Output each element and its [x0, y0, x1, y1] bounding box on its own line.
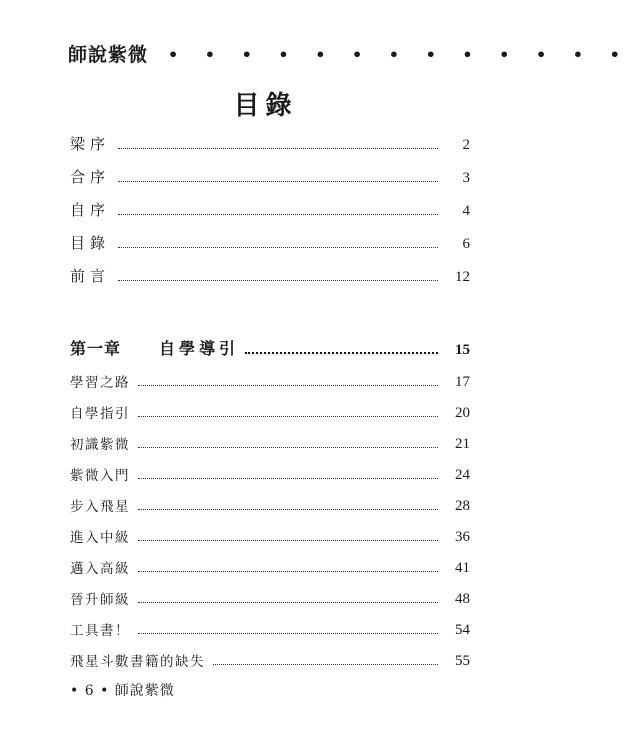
toc-section-label: 初識紫微 [70, 437, 130, 453]
toc-section-8[interactable] [70, 586, 470, 608]
page-footer: • 6 • 師說紫微 [70, 683, 175, 699]
toc-section-page: 24 [455, 467, 470, 483]
toc-entry-label: 合序 [70, 168, 111, 186]
toc-entry-front-1[interactable] [70, 132, 470, 154]
toc-entry-label: 梁序 [70, 135, 111, 153]
toc-entry-label: 自序 [70, 201, 111, 219]
toc-section-label: 學習之路 [70, 375, 130, 391]
toc-section-label: 步入飛星 [70, 499, 130, 515]
dot-leader [138, 633, 438, 634]
toc-section-4[interactable] [70, 462, 470, 484]
toc-entry-page: 3 [462, 170, 470, 186]
running-header-dots: • • • • • • • • • • • • • [168, 45, 630, 64]
toc-section-page: 54 [455, 622, 470, 638]
toc-title: 目錄 [233, 91, 298, 121]
dot-leader [138, 385, 438, 386]
chapter-page: 15 [455, 342, 470, 358]
toc-section-7[interactable] [70, 555, 470, 577]
toc-section-page: 17 [455, 374, 470, 390]
chapter-title: 自學導引 [159, 339, 240, 358]
toc-section-label: 自學指引 [70, 406, 130, 422]
toc-section-label: 邁入高級 [70, 561, 130, 577]
toc-chapter-1[interactable] [70, 337, 470, 359]
toc-section-6[interactable] [70, 524, 470, 546]
toc-entry-front-3[interactable] [70, 198, 470, 220]
toc-section-label: 飛星斗數書籍的缺失 [70, 654, 205, 670]
dot-leader [138, 447, 438, 448]
toc-entry-label: 目錄 [70, 234, 111, 252]
toc-entry-page: 2 [462, 137, 470, 153]
toc-section-page: 55 [455, 653, 470, 669]
toc-section-10[interactable] [70, 648, 470, 670]
dot-leader [138, 602, 438, 603]
toc-section-label: 紫微入門 [70, 468, 130, 484]
toc-section-3[interactable] [70, 431, 470, 453]
toc-section-1[interactable] [70, 369, 470, 391]
toc-entry-page: 12 [455, 269, 470, 285]
toc-section-2[interactable] [70, 400, 470, 422]
toc-section-page: 21 [455, 436, 470, 452]
dot-leader [118, 148, 438, 149]
toc-section-5[interactable] [70, 493, 470, 515]
toc-entry-page: 6 [462, 236, 470, 252]
dot-leader [138, 509, 438, 510]
toc-section-page: 20 [455, 405, 470, 421]
toc-section-page: 28 [455, 498, 470, 514]
dot-leader [245, 352, 438, 354]
dot-leader [138, 540, 438, 541]
dot-leader [118, 181, 438, 182]
toc-section-page: 48 [455, 591, 470, 607]
dot-leader [138, 416, 438, 417]
toc-section-label: 進入中級 [70, 530, 130, 546]
toc-entry-label: 前言 [70, 267, 111, 285]
toc-section-label: 工具書！ [70, 623, 130, 639]
dot-leader [138, 478, 438, 479]
toc-entry-front-2[interactable] [70, 165, 470, 187]
dot-leader [213, 664, 438, 665]
toc-entry-front-5[interactable] [70, 264, 470, 286]
toc-section-label: 晉升師級 [70, 592, 130, 608]
toc-entry-front-4[interactable] [70, 231, 470, 253]
toc-entry-page: 4 [462, 203, 470, 219]
toc-section-page: 41 [455, 560, 470, 576]
toc-section-page: 36 [455, 529, 470, 545]
toc-section-9[interactable] [70, 617, 470, 639]
dot-leader [118, 214, 438, 215]
dot-leader [138, 571, 438, 572]
dot-leader [118, 280, 438, 281]
dot-leader [118, 247, 438, 248]
running-header-title: 師說紫微 [68, 44, 149, 66]
chapter-number: 第一章 [70, 339, 122, 358]
